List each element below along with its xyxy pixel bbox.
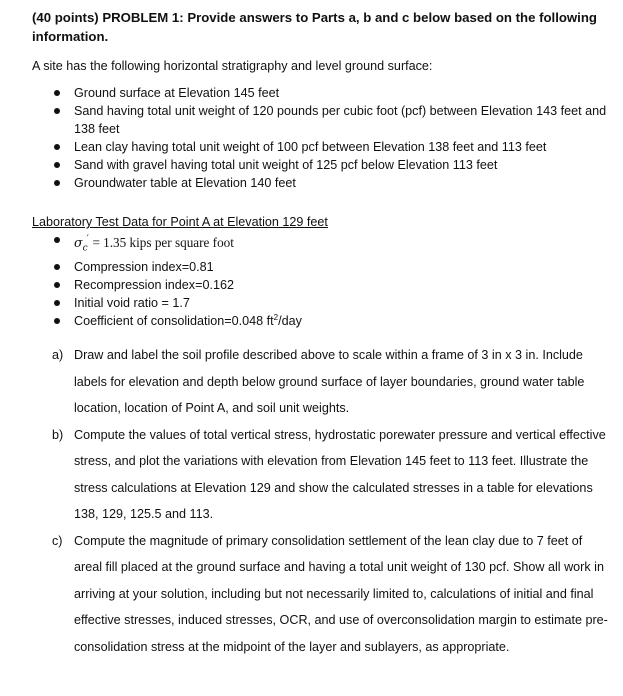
part-b	[52, 422, 612, 528]
part-marker: a)	[52, 348, 64, 362]
list-item: Ground surface at Elevation 145 feet	[52, 84, 612, 102]
list-item: Compression index=0.81	[52, 258, 612, 276]
part-text: Compute the values of total vertical stress, hydrostatic porewater pressure and vertical effective stress, and plot the variations with elevation from Elevation 145 feet to 113 feet. Illustrate the stress calculations at Elevation 129 and show the calculated stresses in a table for elevations 138, 129, 125.5 and 113.	[74, 427, 606, 521]
part-c	[52, 528, 612, 661]
list-item: Groundwater table at Elevation 140 feet	[52, 174, 612, 192]
list-item-preconsolidation-stress	[52, 231, 612, 258]
site-intro: A site has the following horizontal stratigraphy and level ground surface:	[32, 59, 433, 73]
preconsolidation-stress-value: = 1.35 kips per square foot	[92, 235, 234, 250]
list-item: Lean clay having total unit weight of 100 pcf between Elevation 138 feet and 113 feet	[52, 138, 612, 156]
part-text: Compute the magnitude of primary consolidation settlement of the lean clay due to 7 feet of areal fill placed at the ground surface and having a total unit weight of 130 pcf. Show all work in arriving at your solution, including but not necessarily limited to, calculations of initial and final effective stresses, induced stresses, OCR, and use of overconsolidation margin to estimate pre-consolidation stress at the midpoint of the layer and sublayers, as appropriate.	[74, 533, 608, 654]
lab-data-list	[52, 231, 612, 330]
part-marker: b)	[52, 427, 64, 442]
list-item-consolidation-coefficient: Coefficient of consolidation=0.048 $ft^2$/day	[52, 312, 612, 330]
part-text: Draw and label the soil profile described above to scale within a frame of 3 in x 3 in. Include labels for elevation and depth below ground surface of layer boundaries, ground water table location, location of Point A, and soil unit weights.	[74, 348, 585, 415]
list-item: Initial void ratio = 1.7	[52, 294, 612, 312]
list-item: Sand with gravel having total unit weight of 125 pcf below Elevation 113 feet	[52, 156, 612, 174]
list-item: Sand having total unit weight of 120 pounds per cubic foot (pcf) between Elevation 143 feet and 138 feet	[52, 102, 612, 138]
sigma-symbol: $\sigma_c'$	[74, 234, 89, 254]
parts-list	[52, 342, 612, 660]
list-item: Recompression index=0.162	[52, 276, 612, 294]
lab-data-heading: Laboratory Test Data for Point A at Elevation 129 feet	[32, 215, 328, 229]
stratigraphy-list	[52, 84, 612, 192]
problem-title: (40 points) PROBLEM 1: Provide answers to Parts a, b and c below based on the following information.	[32, 10, 597, 44]
part-marker: c)	[52, 533, 63, 548]
part-a	[52, 342, 612, 422]
